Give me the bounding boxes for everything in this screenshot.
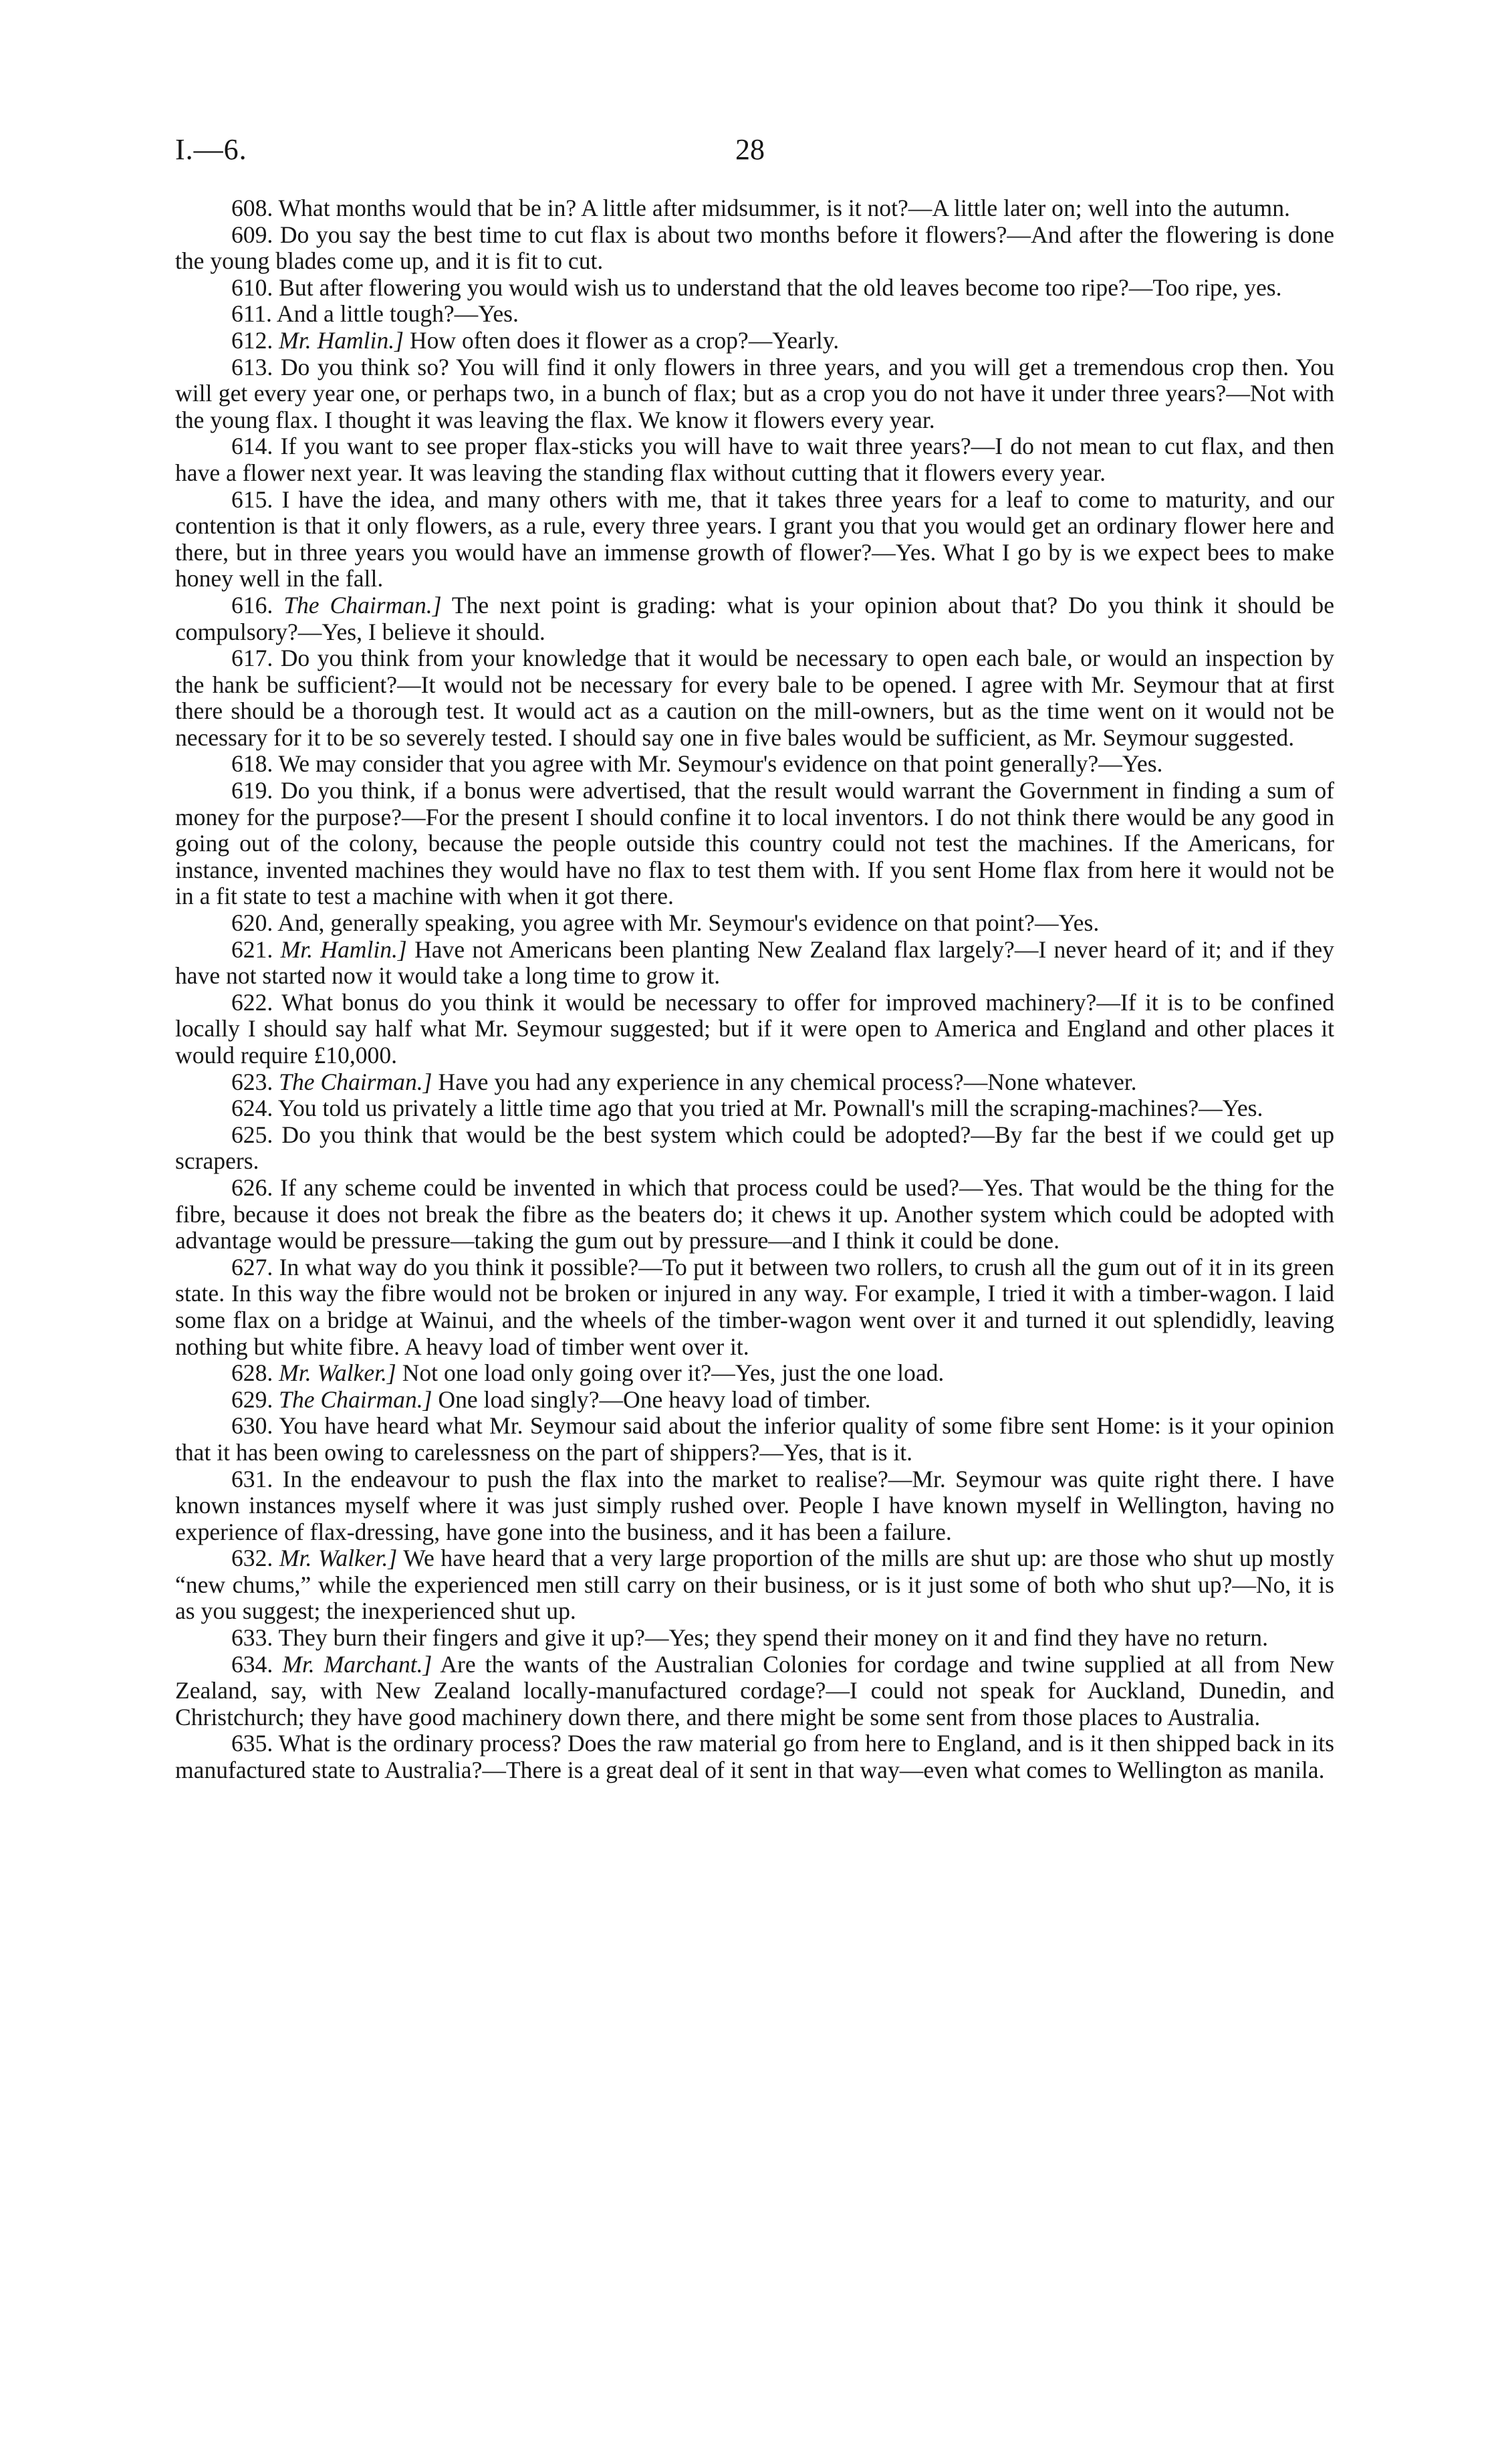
question-number: 620. [231, 909, 273, 937]
question-number: 621. [231, 935, 273, 963]
question-number: 619. [231, 777, 273, 804]
evidence-paragraph [175, 1625, 1334, 1652]
evidence-paragraph [175, 1466, 1334, 1546]
question-number: 635. [231, 1730, 273, 1757]
question-number: 616. [231, 591, 273, 619]
question-answer-text: How often does it flower as a crop?—Yearly. [409, 326, 840, 354]
evidence-paragraph [175, 487, 1334, 592]
question-answer-text: Have not Americans been planting New Zealand flax largely?—I never heard of it; and if they have not started now it would take a long time to grow it. [175, 935, 1334, 990]
question-answer-text: What bonus do you think it would be necessary to offer for improved machinery?—If it is to be confined locally I should say half what Mr. Seymour suggested; but if it were open to America and England and other places it would require £10,000. [175, 988, 1334, 1069]
question-answer-text: And, generally speaking, you agree with Mr. Seymour's evidence on that point?—Yes. [277, 909, 1100, 937]
question-number: 615. [231, 485, 273, 513]
page-number: 28 [735, 133, 765, 166]
paper-reference: I.—6. [175, 133, 247, 166]
speaker-name: The Chairman.] [283, 591, 442, 619]
evidence-paragraph [175, 1387, 1334, 1414]
speaker-name: Mr. Hamlin.] [279, 326, 404, 354]
question-number: 623. [231, 1068, 273, 1095]
question-number: 624. [231, 1095, 273, 1122]
question-answer-text: Do you think so? You will find it only flowers in three years, and you will get a tremendous crop then. You will get every year one, or perhaps two, in a bunch of flax; but as a crop you do not have it under three years?—Not with the young flax. I thought it was leaving the flax. We know it flowers every year. [175, 353, 1334, 433]
evidence-paragraph [175, 910, 1334, 937]
evidence-paragraph [175, 328, 1334, 354]
question-number: 610. [231, 273, 273, 301]
speaker-name: The Chairman.] [279, 1385, 432, 1413]
question-answer-text: You have heard what Mr. Seymour said about the inferior quality of some fibre sent Home: is it your opinion that it has been owing to carelessness on the part of shippers?—Yes, that is it. [175, 1412, 1335, 1466]
question-answer-text: We have heard that a very large proportion of the mills are shut up: are those who shut up mostly “new chums,” while the experienced men still carry on their business, or is it just some of both who shut up?—No, it is as you suggest; the inexperienced shut up. [175, 1545, 1334, 1625]
question-answer-text: Are the wants of the Australian Colonies for cordage and twine supplied at all from New Zealand, say, with New Zealand locally-manufactured cordage?—I could not speak for Auckland, Dunedin, and Christchurch; they have good machinery down there, and there might be some sent from those places to Australia. [175, 1650, 1334, 1730]
question-answer-text: We may consider that you agree with Mr. Seymour's evidence on that point generally?—Yes. [278, 750, 1163, 778]
evidence-paragraph [175, 751, 1334, 778]
question-number: 613. [231, 353, 273, 380]
question-number: 630. [231, 1412, 273, 1440]
question-answer-text: Do you think that would be the best system which could be adopted?—By far the best if we could get up scrapers. [175, 1121, 1334, 1175]
speaker-name: Mr. Walker.] [279, 1359, 396, 1387]
question-number: 634. [231, 1650, 273, 1678]
evidence-paragraph [175, 778, 1334, 910]
question-answer-text: I have the idea, and many others with me, that it takes three years for a leaf to come to maturity, and our contention is that it only flowers, as a rule, every three years. I grant you that you would get an ordinary flower here and there, but in three years you would have an immense growth of flower?—Yes. What I go by is we expect bees to make honey well in the fall. [175, 485, 1334, 592]
evidence-paragraph [175, 592, 1334, 645]
question-answer-text: They burn their fingers and give it up?—Yes; they spend their money on it and find they have no return. [278, 1624, 1268, 1652]
evidence-paragraph [175, 301, 1334, 328]
question-number: 609. [231, 221, 273, 248]
evidence-paragraph [175, 645, 1334, 751]
question-number: 618. [231, 750, 273, 778]
question-number: 608. [231, 195, 273, 221]
evidence-paragraph [175, 1413, 1334, 1466]
question-answer-text: What is the ordinary process? Does the raw material go from here to England, and is it then shipped back in its manufactured state to Australia?—There is a great deal of it sent in that way—even what comes to Wellington as manila. [175, 1730, 1334, 1784]
evidence-paragraph [175, 1360, 1334, 1387]
question-answer-text: Do you think from your knowledge that it would be necessary to open each bale, or would an inspection by the hank be sufficient?—It would not be necessary for every bale to be opened. I agree with Mr. Seymour that at first there should be a thorough test. It would act as a caution on the mill-owners, but as the time went on it would not be necessary for it to be so severely tested. I should say one in five bales would be sufficient, as Mr. Seymour suggested. [175, 645, 1334, 751]
evidence-paragraph [175, 1095, 1334, 1122]
page-header [175, 132, 1325, 173]
evidence-paragraph [175, 433, 1334, 486]
speaker-name: Mr. Walker.] [279, 1545, 398, 1572]
evidence-paragraph [175, 195, 1334, 222]
question-answer-text: What months would that be in? A little after midsummer, is it not?—A little later on; well into the autumn. [278, 195, 1290, 221]
question-answer-text: If any scheme could be invented in which that process could be used?—Yes. That would be the thing for the fibre, because it does not break the fibre as the beaters do; it chews it up. Another system which could be adopted with advantage would be pressure—taking the gum out by pressure—and I think it could be done. [175, 1173, 1334, 1254]
evidence-paragraph [175, 1545, 1334, 1625]
evidence-paragraph [175, 1122, 1334, 1175]
question-number: 625. [231, 1121, 273, 1148]
question-answer-text: Do you think, if a bonus were advertised, that the result would warrant the Government in finding a sum of money for the purpose?—For the present I should confine it to local inventors. I do not think there would be any good in going out of the colony, because the people outside this country could not test the machines. If the Americans, for instance, invented machines they would have no flax to test them with. If you sent Home flax from here it would not be in a fit state to test a machine with when it got there. [175, 777, 1334, 910]
question-number: 629. [231, 1385, 273, 1413]
speaker-name: Mr. Hamlin.] [280, 935, 407, 963]
question-number: 617. [231, 645, 273, 672]
evidence-paragraph [175, 1175, 1334, 1254]
question-number: 612. [231, 326, 273, 354]
question-number: 631. [231, 1465, 273, 1492]
evidence-paragraph [175, 275, 1334, 302]
evidence-paragraph [175, 1069, 1334, 1096]
question-number: 628. [231, 1359, 273, 1387]
question-number: 626. [231, 1173, 273, 1201]
question-answer-text: In what way do you think it possible?—To put it between two rollers, to crush all the gum out of it in its green state. In this way the fibre would not be broken or injured in any way. For example, I tried it with a timber-wagon. I laid some flax on a bridge at Wainui, and the wheels of the timber-wagon went over it and turned it out splendidly, leaving nothing but white fibre. A heavy load of timber went over it. [175, 1253, 1334, 1360]
evidence-paragraph [175, 354, 1334, 434]
question-answer-text: In the endeavour to push the flax into the market to realise?—Mr. Seymour was quite right there. I have known instances myself where it was just simply rushed over. People I have known myself in Wellington, having no experience of flax-dressing, have gone into the business, and it has been a failure. [175, 1465, 1334, 1545]
question-number: 633. [231, 1624, 273, 1652]
question-answer-text: Do you say the best time to cut flax is about two months before it flowers?—And after the flowering is done the young blades come up, and it is fit to cut. [175, 221, 1334, 275]
evidence-paragraph [175, 222, 1334, 275]
question-number: 632. [231, 1545, 273, 1572]
evidence-paragraph [175, 1652, 1334, 1731]
evidence-paragraph [175, 990, 1334, 1069]
speaker-name: The Chairman.] [279, 1068, 432, 1095]
evidence-paragraph [175, 937, 1334, 990]
question-answer-text: And a little tough?—Yes. [276, 300, 519, 328]
evidence-paragraph [175, 1730, 1334, 1783]
question-number: 622. [231, 988, 273, 1016]
question-answer-text: One load singly?—One heavy load of timber. [438, 1385, 871, 1413]
question-answer-text: You told us privately a little time ago that you tried at Mr. Pownall's mill the scraping-machines?—Yes. [277, 1095, 1263, 1122]
question-answer-text: Not one load only going over it?—Yes, just the one load. [402, 1359, 945, 1387]
speaker-name: Mr. Marchant.] [282, 1650, 432, 1678]
question-answer-text: If you want to see proper flax-sticks you will have to wait three years?—I do not mean to cut flax, and then have a flower next year. It was leaving the standing flax without cutting that it flowers every year. [175, 433, 1334, 486]
question-number: 611. [231, 300, 272, 328]
evidence-body [175, 195, 1334, 1784]
question-answer-text: The next point is grading: what is your opinion about that? Do you think it should be compulsory?—Yes, I believe it should. [175, 591, 1334, 645]
question-number: 614. [231, 433, 273, 460]
question-answer-text: Have you had any experience in any chemical process?—None whatever. [438, 1068, 1137, 1095]
question-number: 627. [231, 1253, 273, 1280]
question-answer-text: But after flowering you would wish us to understand that the old leaves become too ripe?—Too ripe, yes. [279, 273, 1282, 301]
evidence-paragraph [175, 1254, 1334, 1360]
